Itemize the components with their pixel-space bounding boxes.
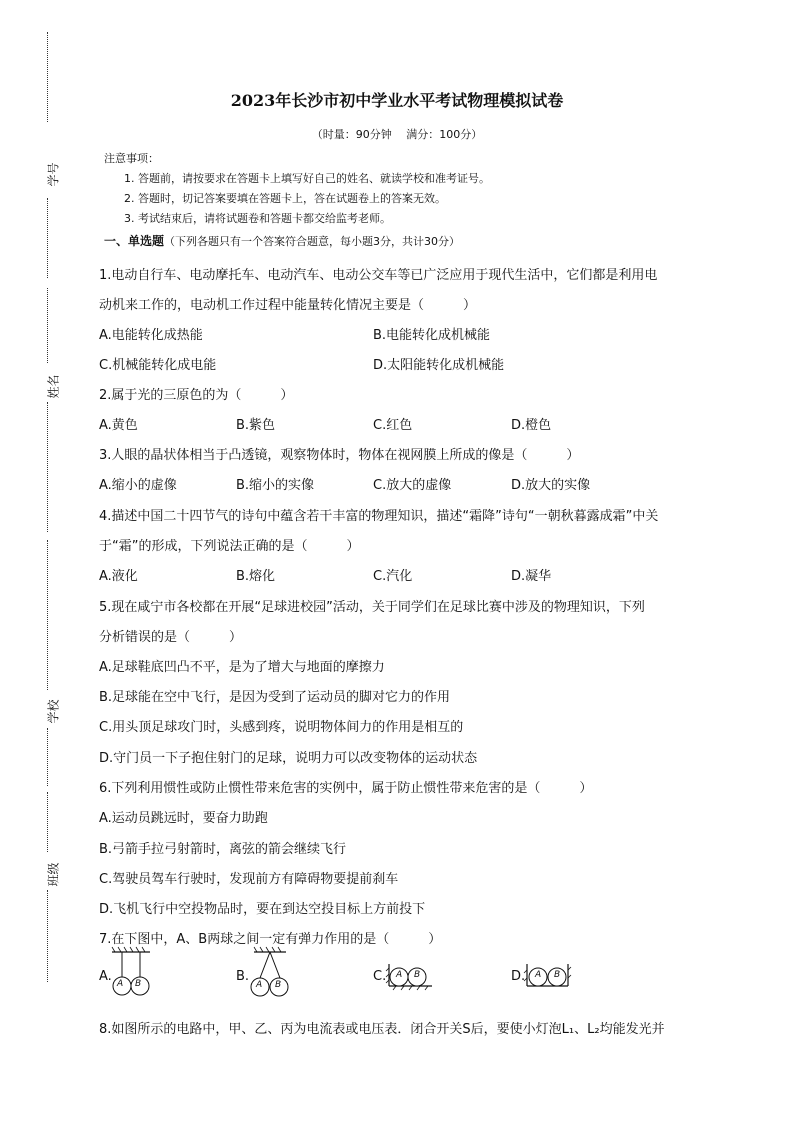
figure-7a-hanging-balls	[112, 950, 154, 998]
question-6-option-a: A.运动员跳远时，要奋力助跑	[99, 811, 268, 826]
margin-dotted-line	[47, 792, 48, 852]
ball-b-label: B	[275, 980, 282, 990]
question-7-option-b: B.	[236, 969, 250, 984]
margin-label-class: 班级	[46, 862, 61, 887]
question-4-option-b: B.熔化	[236, 569, 276, 584]
margin-label-name: 姓名	[46, 374, 61, 399]
ball-a-label: A	[535, 970, 542, 980]
question-4-option-c: C.汽化	[373, 569, 413, 584]
question-6-option-d: D.飞机飞行中空投物品时，要在到达空投目标上方前投下	[99, 902, 426, 917]
exam-subtitle: （时量：90分钟 满分：100分）	[311, 128, 483, 141]
question-1-option-d: D.太阳能转化成机械能	[373, 358, 505, 373]
margin-dotted-line	[47, 402, 48, 532]
question-3-option-b: B.缩小的实像	[236, 478, 315, 493]
figure-7c-corner-balls	[386, 962, 436, 990]
question-2-option-b: B.紫色	[236, 418, 276, 433]
question-6-option-b: B.弓箭手拉弓射箭时，离弦的箭会继续飞行	[99, 842, 347, 857]
question-3-option-a: A.缩小的虚像	[99, 478, 177, 493]
question-3-option-c: C.放大的虚像	[373, 478, 452, 493]
question-5-text: 5.现在咸宁市各校都在开展“足球进校园”活动，关于同学们在足球比赛中涉及的物理知识，下列	[99, 600, 645, 615]
question-4-text: 4.描述中国二十四节气的诗句中蕴含若干丰富的物理知识，描述“霜降”诗句“一朝秋暮露成霜”中关	[99, 509, 659, 524]
ball-b-label: B	[135, 979, 142, 989]
margin-dotted-line	[47, 198, 48, 278]
question-1-option-b: B.电能转化成机械能	[373, 328, 491, 343]
question-6-option-c: C.驾驶员驾车行驶时，发现前方有障碍物要提前刹车	[99, 872, 399, 887]
question-7-text: 7.在下图中，A、B两球之间一定有弹力作用的是（ ）	[99, 932, 442, 947]
notice-heading: 注意事项：	[104, 152, 159, 165]
question-1-text: 动机来工作的，电动机工作过程中能量转化情况主要是（ ）	[99, 298, 477, 313]
question-2-text: 2.属于光的三原色的为（ ）	[99, 388, 294, 403]
question-7-option-c: C.	[373, 969, 387, 984]
question-4-text: 于“霜”的形成，下列说法正确的是（ ）	[99, 539, 360, 554]
question-5-option-a: A.足球鞋底凹凸不平，是为了增大与地面的摩擦力	[99, 660, 385, 675]
margin-dotted-line	[47, 728, 48, 786]
figure-7d-walled-balls	[524, 962, 572, 990]
question-1-option-a: A.电能转化成热能	[99, 328, 203, 343]
question-7-option-a: A.	[99, 969, 112, 984]
section-note: （下列各题只有一个答案符合题意，每小题3分，共计30分）	[164, 235, 461, 248]
notice-item: 1. 答题前，请按要求在答题卡上填写好自己的姓名、就读学校和准考证号。	[124, 172, 490, 185]
exam-title: 2023年长沙市初中学业水平考试物理模拟试卷	[230, 91, 564, 110]
ball-a-label: A	[396, 970, 403, 980]
margin-dotted-line	[47, 890, 48, 982]
margin-label-school: 学校	[46, 699, 61, 724]
question-5-option-b: B.足球能在空中飞行，是因为受到了运动员的脚对它力的作用	[99, 690, 451, 705]
question-3-text: 3.人眼的晶状体相当于凸透镜，观察物体时，物体在视网膜上所成的像是（ ）	[99, 448, 580, 463]
notice-item: 2. 答题时，切记答案要填在答题卡上，答在试题卷上的答案无效。	[124, 192, 446, 205]
section-heading	[104, 232, 460, 249]
margin-dotted-line	[47, 540, 48, 690]
question-4-option-a: A.液化	[99, 569, 138, 584]
question-7-option-d: D.	[511, 969, 526, 984]
question-5-text: 分析错误的是（ ）	[99, 630, 243, 645]
question-5-option-d: D.守门员一下子抱住射门的足球，说明力可以改变物体的运动状态	[99, 751, 478, 766]
question-3-option-d: D.放大的实像	[511, 478, 591, 493]
question-8-text: 8.如图所示的电路中，甲、乙、丙为电流表或电压表．闭合开关S后，要使小灯泡L₁、L₂均能发光并	[99, 1022, 665, 1037]
figure-7b-hanging-balls	[250, 950, 294, 998]
ball-a-label: A	[117, 979, 124, 989]
margin-label-student-id: 学号	[46, 162, 61, 187]
question-2-option-a: A.黄色	[99, 418, 138, 433]
question-6-text: 6.下列利用惯性或防止惯性带来危害的实例中，属于防止惯性带来危害的是（ ）	[99, 781, 593, 796]
ball-b-label: B	[554, 970, 561, 980]
question-4-option-d: D.凝华	[511, 569, 552, 584]
question-2-option-d: D.橙色	[511, 418, 552, 433]
question-1-text: 1.电动自行车、电动摩托车、电动汽车、电动公交车等已广泛应用于现代生活中，它们都是利用电	[99, 268, 658, 283]
section-title: 一、单选题	[104, 234, 165, 248]
margin-dotted-line	[47, 288, 48, 363]
question-5-option-c: C.用头顶足球攻门时，头感到疼，说明物体间力的作用是相互的	[99, 720, 464, 735]
notice-item: 3. 考试结束后，请将试题卷和答题卡都交给监考老师。	[124, 212, 391, 225]
question-1-option-c: C.机械能转化成电能	[99, 358, 217, 373]
question-2-option-c: C.红色	[373, 418, 413, 433]
ball-b-label: B	[414, 970, 421, 980]
ball-a-label: A	[256, 980, 263, 990]
